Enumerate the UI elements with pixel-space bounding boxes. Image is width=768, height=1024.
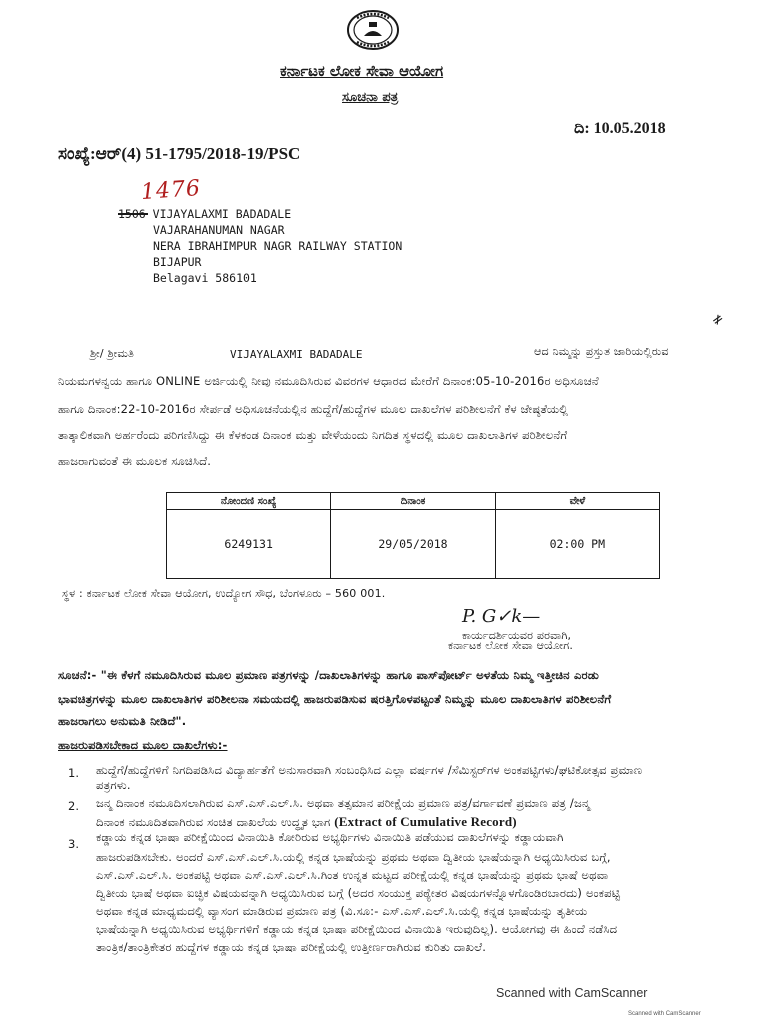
- note-line-3: ಹಾಜರಾಗಲು ಅನುಮತಿ ನೀಡಿದೆ".: [58, 714, 187, 728]
- schedule-header-row: [167, 493, 660, 510]
- signature-line-2: ಕರ್ನಾಟಕ ಲೋಕ ಸೇವಾ ಆಯೋಗ.: [448, 639, 574, 652]
- item-3-line-7: ತಾಂತ್ರಿಕ/ತಾಂತ್ರಿಕೇತರ ಹುದ್ದೆಗಳ ಕಡ್ಡಾಯ ಕನ್ನಡ ಭಾಷಾ ಪರೀಕ್ಷೆಯಲ್ಲಿ ಉತ್ತೀರ್ಣರಾಗಿರುವ ಕುರಿತು ದಾಖಲೆ.: [96, 940, 487, 954]
- note-line-2: ಭಾವಚಿತ್ರಗಳನ್ನು ಮೂಲ ದಾಖಲಾತಿಗಳ ಪರಿಶೀಲನಾ ಸಮಯದಲ್ಲಿ ಹಾಜರುಪಡಿಸುವ ಷರತ್ತಿಗೊಳಪಟ್ಟಂತೆ ನಿಮ್ಮನ್ನು ಮೂಲ ದಾಖಲಾತಿಗಳ ಪರಿಶೀಲನೆಗೆ: [58, 692, 612, 706]
- item-3-line-5: ಅಥವಾ ಕನ್ನಡ ಮಾಧ್ಯಮದಲ್ಲಿ ವ್ಯಾಸಂಗ ಮಾಡಿರುವ ಪ್ರಮಾಣ ಪತ್ರ (ವಿ.ಸೂ:- ಎಸ್.ಎಸ್.ಎಲ್.ಸಿ.ಯಲ್ಲಿ ಕನ್ನಡ ಭಾಷೆಯನ್ನು ತೃತೀಯ: [96, 904, 588, 918]
- item-1-line-2: ಪತ್ರಗಳು.: [96, 778, 131, 792]
- note-line-1: ಸೂಚನೆ:- "ಈ ಕೆಳಗೆ ನಮೂದಿಸಿರುವ ಮೂಲ ಪ್ರಮಾಣ ಪತ್ರಗಳನ್ನು /ದಾಖಲಾತಿಗಳನ್ನು ಹಾಗೂ ಪಾಸ್‌ಪೋರ್ಟ್ ಅಳತೆಯ ನಿಮ್ಮ ಇತ್ತೀಚಿನ ಎರಡು: [58, 668, 600, 682]
- reference-number: ಸಂಖ್ಯೆ:ಆರ್(4) 51-1795/2018-19/PSC: [58, 144, 301, 163]
- verification-time: 02:00 PM: [495, 510, 659, 579]
- address-line-3: NERA IBRAHIMPUR NAGR RAILWAY STATION: [153, 239, 403, 253]
- salutation-suffix: ಆದ ನಿಮ್ಮನ್ನು ಪ್ರಸ್ತುತ ಜಾರಿಯಲ್ಲಿರುವ: [534, 345, 669, 358]
- address-line-5: Belagavi 586101: [153, 271, 257, 285]
- salutation-name: VIJAYALAXMI BADADALE: [230, 348, 363, 361]
- signature-scribble: P. G✓k—: [462, 606, 541, 627]
- body-line-4: ಹಾಜರಾಗುವಂತೆ ಈ ಮೂಲಕ ಸೂಚಿಸಿದೆ.: [58, 454, 212, 468]
- header-registration-number: ನೋಂದಣಿ ಸಂಖ್ಯೆ: [167, 493, 331, 510]
- organization-name: ಕರ್ನಾಟಕ ಲೋಕ ಸೇವಾ ಆಯೋಗ: [280, 62, 444, 80]
- item-2-line-2: [96, 815, 716, 829]
- schedule-data-row: [167, 510, 660, 579]
- body-line-1: ನಿಯಮಗಳನ್ವಯ ಹಾಗೂ ONLINE ಅರ್ಜಿಯಲ್ಲಿ ನೀವು ನಮೂದಿಸಿರುವ ವಿವರಗಳ ಆಧಾರದ ಮೇರೆಗೆ ದಿನಾಂಕ:05-10-2016ರ ಅಧಿಸೂಚನೆ: [58, 374, 599, 388]
- item-3-line-2: ಹಾಜರುಪಡಿಸಬೇಕು. ಅಂದರೆ ಎಸ್.ಎಸ್.ಎಲ್.ಸಿ.ಯಲ್ಲಿ ಕನ್ನಡ ಭಾಷೆಯನ್ನು ಪ್ರಥಮ ಅಥವಾ ದ್ವಿತೀಯ ಭಾಷೆಯನ್ನಾಗಿ ಅಧ್ಯಯಿಸಿರುವ ಬಗ್ಗೆ,: [96, 850, 611, 864]
- notice-date: ದಿ: 10.05.2018: [574, 120, 666, 137]
- address-line-4: BIJAPUR: [153, 255, 202, 269]
- schedule-table: [166, 492, 660, 579]
- extract-label: (Extract of Cumulative Record): [334, 814, 517, 829]
- kpsc-emblem-icon: [345, 8, 401, 52]
- item-2-number: 2.: [68, 799, 79, 813]
- verification-date: 29/05/2018: [331, 510, 495, 579]
- header-date: ದಿನಾಂಕ: [331, 493, 495, 510]
- item-3-line-1: ಕಡ್ಡಾಯ ಕನ್ನಡ ಭಾಷಾ ಪರೀಕ್ಷೆಯಿಂದ ವಿನಾಯಿತಿ ಕೋರಿರುವ ಅಭ್ಯರ್ಥಿಗಳು ವಿನಾಯಿತಿ ಪಡೆಯುವ ದಾಖಲೆಗಳನ್ನು ಕಡ್ಡಾಯವಾಗಿ: [96, 830, 564, 844]
- venue: ಸ್ಥಳ : ಕರ್ನಾಟಕ ಲೋಕ ಸೇವಾ ಆಯೋಗ, ಉದ್ಯೋಗ ಸೌಧ, ಬೆಂಗಳೂರು – 560 001.: [62, 587, 386, 600]
- item-2-line-2-text: ದಿನಾಂಕ ನಮೂದಿತವಾಗಿರುವ ಸಂಚಿತ ದಾಖಲೆಯ ಉದ್ಧೃತ ಭಾಗ: [96, 815, 331, 829]
- item-3-line-6: ಭಾಷೆಯನ್ನಾಗಿ ಅಧ್ಯಯಿಸಿರುವ ಅಭ್ಯರ್ಥಿಗಳಿಗೆ ಕಡ್ಡಾಯ ಕನ್ನಡ ಭಾಷಾ ಪರೀಕ್ಷೆಯಿಂದ ವಿನಾಯಿತಿ ಇರುವುದಿಲ್ಲ). ಆಯೋಗವು ಈ ಹಿಂದೆ ನಡೆಸಿದ: [96, 922, 618, 936]
- item-3-line-4: ದ್ವಿತೀಯ ಭಾಷೆ ಅಥವಾ ಐಚ್ಛಿಕ ವಿಷಯವನ್ನಾಗಿ ಅಧ್ಯಯಿಸಿರುವ ಬಗ್ಗೆ (ಅದರ ಸಂಯುಕ್ತ ಪಠ್ಯೇತರ ವಿಷಯಗಳನ್ನೊಳಗೊಂಡಿರಬಾರದು) ಅಂಕಪಟ್ಟಿ: [96, 886, 621, 900]
- registration-number: 6249131: [167, 510, 331, 579]
- item-3-line-3: ಎಸ್.ಎಸ್.ಎಲ್.ಸಿ. ಅಂಕಪಟ್ಟಿ ಅಥವಾ ಎಸ್.ಎಸ್.ಎಲ್.ಸಿ.ಗಿಂತ ಉನ್ನತ ಮಟ್ಟದ ಪರೀಕ್ಷೆಯಲ್ಲಿ ಕನ್ನಡ ಭಾಷೆಯನ್ನು ಪ್ರಥಮ ಭಾಷೆ ಅಥವಾ: [96, 868, 609, 882]
- address-name: VIJAYALAXMI BADADALE: [152, 207, 292, 221]
- address-line-2: VAJARAHANUMAN NAGAR: [153, 223, 285, 237]
- header-time: ವೇಳೆ: [495, 493, 659, 510]
- strike-through: [118, 213, 148, 215]
- item-1-number: 1.: [68, 766, 79, 780]
- item-2-line-1: ಜನ್ಮ ದಿನಾಂಕ ನಮೂದಿಸಲಾಗಿರುವ ಎಸ್.ಎಸ್.ಎಲ್.ಸಿ. ಅಥವಾ ತತ್ಸಮಾನ ಪರೀಕ್ಷೆಯ ಪ್ರಮಾಣ ಪತ್ರ/ವರ್ಗಾವಣೆ ಪ್ರಮಾಣ ಪತ್ರ /ಜನ್ಮ: [96, 796, 591, 810]
- corner-mark: ≠: [708, 310, 728, 330]
- documents-heading: ಹಾಜರುಪಡಿಸಬೇಕಾದ ಮೂಲ ದಾಖಲೆಗಳು:-: [58, 738, 228, 752]
- item-3-number: 3.: [68, 837, 79, 851]
- body-line-3: ತಾತ್ಕಾಲಿಕವಾಗಿ ಅರ್ಹರೆಂದು ಪರಿಗಣಿಸಿದ್ದು ಈ ಕೆಳಕಂಡ ದಿನಾಂಕ ಮತ್ತು ವೇಳೆಯಂದು ನಿಗದಿತ ಸ್ಥಳದಲ್ಲಿ ಮೂಲ ದಾಖಲಾತಿಗಳ ಪರಿಶೀಲನೆಗೆ: [58, 428, 568, 442]
- handwritten-number: 1476: [140, 175, 202, 206]
- camscanner-small-watermark: Scanned with CamScanner: [628, 1011, 701, 1017]
- signature-line-1: ಕಾರ್ಯದರ್ಶಿಯವರ ಪರವಾಗಿ,: [462, 629, 572, 642]
- item-1-line-1: ಹುದ್ದೆಗೆ/ಹುದ್ದೆಗಳಿಗೆ ನಿಗದಿಪಡಿಸಿದ ವಿದ್ಯಾರ್ಹತೆಗೆ ಅನುಸಾರವಾಗಿ ಸಂಬಂಧಿಸಿದ ಎಲ್ಲಾ ವರ್ಷಗಳ /ಸೆಮಿಸ್ಟರ್‌ಗಳ ಅಂಕಪಟ್ಟಿಗಳು/ಘಟಿಕೋತ್ಸವ ಪ್ರಮಾಣ: [96, 763, 643, 777]
- body-line-2: ಹಾಗೂ ದಿನಾಂಕ:22-10-2016ರ ಸೇರ್ಪಡೆ ಅಧಿಸೂಚನೆಯಲ್ಲಿನ ಹುದ್ದೆಗೆ/ಹುದ್ದೆಗಳ ಮೂಲ ದಾಖಲೆಗಳ ಪರಿಶೀಲನೆಗೆ ಕೆಳ ಜೇಷ್ಠತೆಯಲ್ಲಿ: [58, 402, 569, 416]
- salutation-prefix: ಶ್ರೀ/ ಶ್ರೀಮತಿ: [90, 347, 135, 360]
- notice-title: ಸೂಚನಾ ಪತ್ರ: [342, 90, 399, 105]
- camscanner-watermark: Scanned with CamScanner: [496, 986, 648, 1000]
